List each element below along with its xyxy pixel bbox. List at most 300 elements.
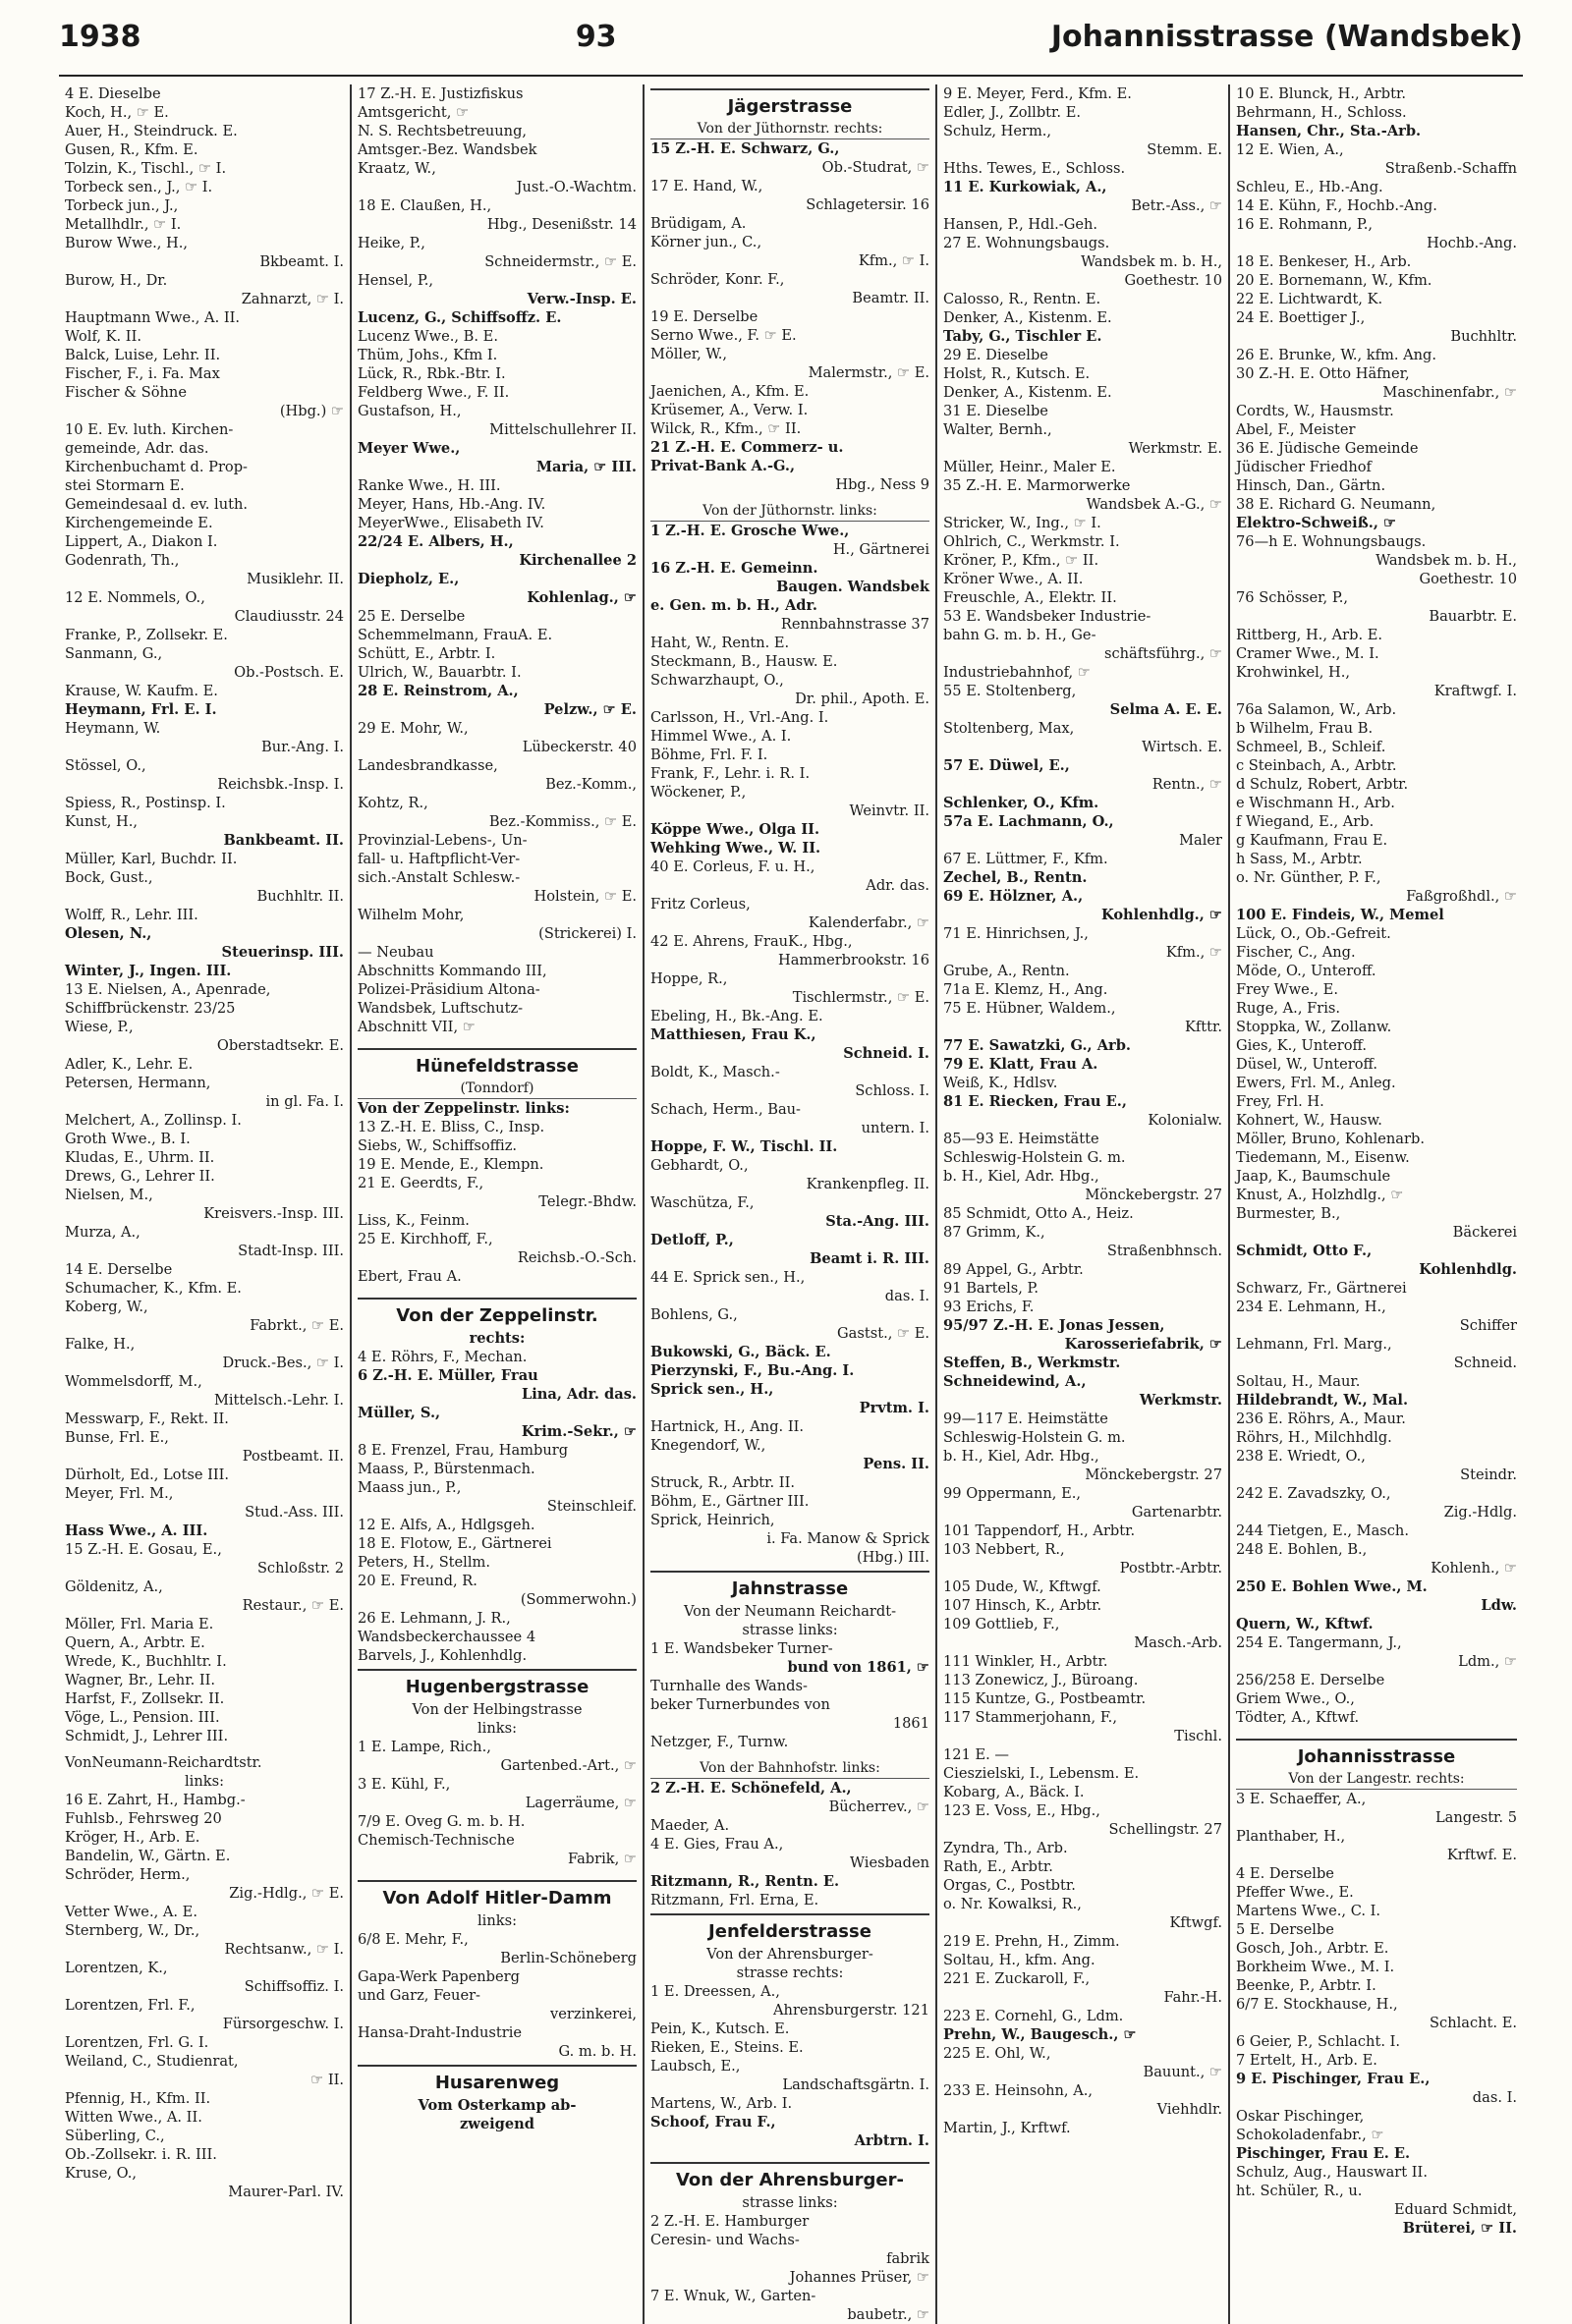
directory-entry: 236 E. Röhrs, A., Maur. xyxy=(1236,1411,1406,1427)
directory-entry: 7 E. Wnuk, W., Garten- xyxy=(650,2288,816,2304)
directory-entry: Kftwgf. xyxy=(1169,1914,1222,1931)
directory-entry: Maria, ☞ III. xyxy=(535,459,637,475)
directory-entry: o. Nr. Günther, P. F., xyxy=(1236,869,1381,886)
street-heading: Von der Zeppelinstr. xyxy=(358,1298,637,1329)
directory-entry: Maeder, A. xyxy=(650,1817,730,1834)
directory-entry: Heike, P., xyxy=(358,235,425,251)
directory-entry: Heymann, Frl. E. I. xyxy=(65,701,217,718)
directory-entry: 1 Z.-H. E. Grosche Wwe., xyxy=(650,523,850,539)
directory-entry: Ebert, Frau A. xyxy=(358,1268,462,1285)
directory-entry: Tolzin, K., Tischl., ☞ I. xyxy=(65,160,227,177)
directory-entry: 25 E. Derselbe xyxy=(358,608,466,625)
directory-entry: 93 Erichs, F. xyxy=(943,1299,1035,1315)
directory-entry: 31 E. Dieselbe xyxy=(943,403,1048,419)
directory-entry: Schiffer xyxy=(1459,1317,1517,1334)
directory-entry: 95/97 Z.-H. E. Jonas Jessen, xyxy=(943,1317,1165,1334)
directory-entry: 25 E. Kirchhoff, F., xyxy=(358,1231,493,1247)
directory-entry: Kraatz, W., xyxy=(358,160,436,177)
directory-entry: sich.-Anstalt Schlesw.- xyxy=(358,869,521,886)
directory-entry: Haht, W., Rentn. E. xyxy=(650,635,790,651)
directory-entry: Hauptmann Wwe., A. II. xyxy=(65,309,241,326)
directory-entry: Chemisch-Technische xyxy=(358,1832,515,1849)
directory-entry: 91 Bartels, P. xyxy=(943,1280,1039,1297)
directory-entry: Sprick sen., H., xyxy=(650,1381,774,1398)
directory-entry: 6/8 E. Mehr, F., xyxy=(358,1931,469,1948)
directory-entry: Wehking Wwe., W. II. xyxy=(650,840,821,857)
directory-entry: Hass Wwe., A. III. xyxy=(65,1522,208,1539)
directory-entry: 28 E. Reinstrom, A., xyxy=(358,683,519,699)
directory-entry: Eduard Schmidt, xyxy=(1394,2201,1517,2218)
directory-entry xyxy=(650,1751,929,1759)
directory-entry: 99—117 E. Heimstätte xyxy=(943,1411,1108,1427)
directory-entry: Maschinenfabr., ☞ xyxy=(1382,384,1517,401)
directory-entry: 254 E. Tangermann, J., xyxy=(1236,1634,1402,1651)
directory-entry: Kohlenlag., ☞ xyxy=(527,589,637,606)
directory-entry: in gl. Fa. I. xyxy=(265,1093,344,1110)
directory-entry xyxy=(358,1868,637,1876)
directory-entry: 223 E. Cornehl, G., Ldm. xyxy=(943,2008,1124,2024)
directory-entry: 22 E. Lichtwardt, K. xyxy=(1236,291,1383,307)
directory-entry: Frey, Frl. H. xyxy=(1236,1093,1324,1110)
directory-entry: Bauunt., ☞ xyxy=(1143,2064,1222,2080)
directory-entry: Zig.-Hdlg. xyxy=(1443,1504,1517,1521)
directory-entry: Witten Wwe., A. II. xyxy=(65,2109,202,2126)
directory-entry: Calosso, R., Rentn. E. xyxy=(943,291,1101,307)
directory-entry: Lorentzen, K., xyxy=(65,1960,168,1976)
directory-entry: Bäckerei xyxy=(1452,1224,1517,1241)
directory-entry: Krüsemer, A., Verw. I. xyxy=(650,402,809,418)
directory-entry: Sanmann, G., xyxy=(65,645,163,662)
directory-entry: 16 E. Rohmann, P., xyxy=(1236,216,1374,233)
directory-entry: Hartnick, H., Ang. II. xyxy=(650,1418,804,1435)
directory-entry: 11 E. Kurkowiak, A., xyxy=(943,179,1107,195)
directory-entry: Kohnert, W., Hausw. xyxy=(1236,1112,1382,1129)
directory-entry: Petersen, Hermann, xyxy=(65,1075,211,1091)
directory-entry: 57 E. Düwel, E., xyxy=(943,757,1070,774)
directory-entry: Müller, Heinr., Maler E. xyxy=(943,459,1116,475)
directory-entry: Ebeling, H., Bk.-Ang. E. xyxy=(650,1008,823,1024)
street-section-heading: Von der Jüthornstr. rechts: xyxy=(650,120,929,139)
directory-entry: 107 Hinsch, K., Arbtr. xyxy=(943,1597,1102,1614)
directory-entry: Pens. II. xyxy=(863,1456,929,1472)
directory-entry: Rath, E., Arbtr. xyxy=(943,1858,1053,1875)
directory-entry: links: xyxy=(477,1720,517,1737)
directory-entry: Tödter, A., Kftwf. xyxy=(1236,1709,1360,1726)
directory-entry: 111 Winkler, H., Arbtr. xyxy=(943,1653,1108,1670)
directory-entry: Bunse, Frl. E., xyxy=(65,1429,169,1446)
directory-entry: 248 E. Bohlen, B., xyxy=(1236,1541,1368,1558)
directory-entry: Stoltenberg, Max, xyxy=(943,720,1075,737)
directory-entry: 71a E. Klemz, H., Ang. xyxy=(943,981,1108,998)
directory-entry: Bkbeamt. I. xyxy=(259,253,344,270)
directory-entry: Faßgroßhdl., ☞ xyxy=(1406,888,1517,905)
directory-entry: Knust, A., Holzhdlg., ☞ xyxy=(1236,1187,1404,1203)
directory-entry: Bez.-Komm., xyxy=(545,776,637,793)
directory-entry: Hansen, P., Hdl.-Geh. xyxy=(943,216,1098,233)
directory-entry: Fabrik, ☞ xyxy=(567,1851,637,1867)
street-section-heading: (Tonndorf) xyxy=(358,1079,637,1099)
directory-entry: 81 E. Riecken, Frau E., xyxy=(943,1093,1127,1110)
directory-entry: Krim.-Sekr., ☞ xyxy=(521,1423,637,1440)
directory-entry: untern. I. xyxy=(861,1120,929,1136)
directory-entry: 77 E. Sawatzki, G., Arb. xyxy=(943,1037,1132,1054)
directory-entry: Hbg., Desenißstr. 14 xyxy=(486,216,637,233)
directory-entry: Schmeel, B., Schleif. xyxy=(1236,739,1386,755)
directory-entry: 22/24 E. Albers, H., xyxy=(358,533,514,550)
directory-entry: Fischer & Söhne xyxy=(65,384,187,401)
directory-entry: 27 E. Wohnungsbaugs. xyxy=(943,235,1110,251)
directory-entry: Vetter Wwe., A. E. xyxy=(65,1904,197,1920)
directory-entry: Maurer-Parl. IV. xyxy=(228,2184,344,2200)
directory-entry: Vom Osterkamp ab- xyxy=(418,2097,577,2114)
directory-entry: fabrik xyxy=(886,2250,929,2267)
directory-entry: Mönckebergstr. 27 xyxy=(1085,1466,1222,1483)
directory-entry: Franke, P., Zollsekr. E. xyxy=(65,627,228,643)
directory-entry: Soltau, H., kfm. Ang. xyxy=(943,1952,1095,1968)
directory-entry: Steinschleif. xyxy=(546,1498,637,1515)
directory-entry: Thüm, Johs., Kfm I. xyxy=(358,347,498,363)
directory-entry: Hbg., Ness 9 xyxy=(835,476,929,493)
directory-entry: 15 Z.-H. E. Schwarz, G., xyxy=(650,140,840,157)
directory-entry: Sternberg, W., Dr., xyxy=(65,1922,200,1939)
directory-entry: Steckmann, B., Hausw. E. xyxy=(650,653,838,670)
directory-entry: 26 E. Brunke, W., kfm. Ang. xyxy=(1236,347,1437,363)
directory-entry: Karosseriefabrik, ☞ xyxy=(1064,1336,1222,1353)
page-number: 93 xyxy=(575,20,617,54)
directory-entry: b. H., Kiel, Adr. Hbg., xyxy=(943,1168,1099,1185)
directory-entry: Buchhltr. II. xyxy=(256,888,344,905)
directory-entry: Johannes Prüser, ☞ xyxy=(789,2269,929,2286)
directory-entry: Jaap, K., Baumschule xyxy=(1236,1168,1391,1185)
directory-entry: Schleswig-Holstein G. m. xyxy=(943,1149,1126,1166)
directory-entry: Schokoladenfabr., ☞ xyxy=(1236,2127,1384,2143)
directory-entry: Kröger, H., Arb. E. xyxy=(65,1829,200,1846)
directory-entry: Langestr. 5 xyxy=(1434,1809,1517,1826)
directory-entry: Steffen, B., Werkmstr. xyxy=(943,1355,1121,1371)
directory-entry: Hansa-Draht-Industrie xyxy=(358,2024,523,2041)
directory-entry: Gastst., ☞ E. xyxy=(837,1325,929,1342)
directory-entry: Reichsb.-O.-Sch. xyxy=(517,1249,637,1266)
directory-entry: 53 E. Wandsbeker Industrie- xyxy=(943,608,1151,625)
directory-entry: i. Fa. Manow & Sprick xyxy=(766,1530,929,1547)
directory-entry: Bücherrev., ☞ xyxy=(828,1798,929,1815)
directory-entry: Lina, Adr. das. xyxy=(521,1386,637,1403)
directory-entry: 17 Z.-H. E. Justizfiskus xyxy=(358,85,524,102)
directory-entry: Krohwinkel, H., xyxy=(1236,664,1351,681)
directory-entry: Böhme, Frl. F. I. xyxy=(650,747,768,763)
directory-entry: Möller, W., xyxy=(650,346,728,362)
directory-entry: 26 E. Lehmann, J. R., xyxy=(358,1610,511,1627)
directory-entry: 44 E. Sprick sen., H., xyxy=(650,1269,806,1286)
directory-entry: bund von 1861, ☞ xyxy=(787,1659,929,1676)
directory-entry: Maler xyxy=(1179,832,1222,849)
directory-column-2 xyxy=(352,84,645,2324)
directory-entry: Detloff, P., xyxy=(650,1232,734,1248)
directory-entry: Stemm. E. xyxy=(1147,141,1222,158)
directory-entry: Jüdischer Friedhof xyxy=(1236,459,1372,475)
directory-entry: Ruge, A., Fris. xyxy=(1236,1000,1340,1017)
directory-entry: Struck, R., Arbtr. II. xyxy=(650,1474,795,1491)
directory-entry: Zechel, B., Rentn. xyxy=(943,869,1088,886)
directory-entry: Lagerräume, ☞ xyxy=(525,1795,637,1811)
directory-entry: 85 Schmidt, Otto A., Heiz. xyxy=(943,1205,1134,1222)
directory-entry: verzinkerei, xyxy=(549,2006,637,2022)
directory-entry: 6 Geier, P., Schlacht. I. xyxy=(1236,2033,1401,2050)
directory-entry: Pein, K., Kutsch. E. xyxy=(650,2020,790,2037)
directory-entry: Planthaber, H., xyxy=(1236,1828,1346,1845)
directory-entry: 12 E. Nommels, O., xyxy=(65,589,205,606)
directory-entry: Fahr.-H. xyxy=(1163,1989,1222,2006)
directory-entry: 29 E. Mohr, W., xyxy=(358,720,469,737)
directory-entry: Kfm., ☞ I. xyxy=(858,252,929,269)
directory-entry: Ob.-Studrat, ☞ xyxy=(821,159,929,176)
street-section-heading: Von der Bahnhofstr. links: xyxy=(650,1759,929,1779)
directory-entry: Rieken, E., Steins. E. xyxy=(650,2039,804,2056)
directory-entry: Behrmann, H., Schloss. xyxy=(1236,104,1407,121)
directory-entry: 2 Z.-H. E. Hamburger xyxy=(650,2213,810,2230)
directory-entry: Viehhdlr. xyxy=(1156,2101,1222,2118)
directory-entry: Zyndra, Th., Arb. xyxy=(943,1840,1068,1856)
directory-entry: Ceresin- und Wachs- xyxy=(650,2232,800,2248)
directory-entry: Lehmann, Frl. Marg., xyxy=(1236,1336,1392,1353)
directory-entry: Hths. Tewes, E., Schloss. xyxy=(943,160,1126,177)
directory-entry: Weiß, K., Hdlsv. xyxy=(943,1075,1058,1091)
directory-entry: Wommelsdorff, M., xyxy=(65,1373,202,1390)
directory-entry: Von der Neumann Reichardt- xyxy=(683,1603,897,1620)
directory-entry: Grube, A., Rentn. xyxy=(943,963,1070,979)
directory-entry: Carlsson, H., Vrl.-Ang. I. xyxy=(650,709,829,726)
directory-entry: Schwarzhaupt, O., xyxy=(650,672,784,689)
directory-entry: 101 Tappendorf, H., Arbtr. xyxy=(943,1522,1136,1539)
directory-entry: — Neubau xyxy=(358,944,434,961)
directory-entry: 234 E. Lehmann, H., xyxy=(1236,1299,1386,1315)
directory-entry: Zig.-Hdlg., ☞ E. xyxy=(229,1885,344,1902)
directory-entry: Schlagetersir. 16 xyxy=(806,196,929,213)
directory-entry: 14 E. Kühn, F., Hochb.-Ang. xyxy=(1236,197,1437,214)
directory-entry: (Sommerwohn.) xyxy=(520,1591,637,1608)
directory-entry: Tiedemann, M., Eisenw. xyxy=(1236,1149,1410,1166)
directory-entry: Möller, Bruno, Kohlenarb. xyxy=(1236,1131,1425,1147)
directory-entry: Kohtz, R., xyxy=(358,795,428,811)
directory-entry: Soltau, H., Maur. xyxy=(1236,1373,1361,1390)
directory-columns xyxy=(59,84,1523,2323)
directory-entry: Hildebrandt, W., Mal. xyxy=(1236,1392,1409,1409)
directory-entry: Bock, Gust., xyxy=(65,869,153,886)
directory-entry: Metallhdlr., ☞ I. xyxy=(65,216,182,233)
directory-entry: Maass jun., P., xyxy=(358,1479,462,1496)
directory-entry: Wolf, K. II. xyxy=(65,328,141,345)
directory-entry: Jaenichen, A., Kfm. E. xyxy=(650,383,810,400)
directory-entry: Netzger, F., Turnw. xyxy=(650,1734,789,1750)
directory-entry: Wirtsch. E. xyxy=(1142,739,1222,755)
directory-entry: 1861 xyxy=(892,1715,929,1732)
directory-entry: Industriebahnhof, ☞ xyxy=(943,664,1091,681)
directory-entry: Burow, H., Dr. xyxy=(65,272,168,289)
directory-entry: 7/9 E. Oveg G. m. b. H. xyxy=(358,1813,526,1830)
directory-entry: Sta.-Ang. III. xyxy=(825,1213,929,1230)
directory-entry: 89 Appel, G., Arbtr. xyxy=(943,1261,1084,1278)
directory-entry: Kirchenallee 2 xyxy=(519,552,637,569)
directory-entry: Murza, A., xyxy=(65,1224,140,1241)
directory-entry: Arbtrn. I. xyxy=(854,2132,929,2149)
directory-entry: Ldw. xyxy=(1481,1597,1517,1614)
directory-entry: Martens, W., Arb. I. xyxy=(650,2095,793,2112)
directory-entry: 4 E. Dieselbe xyxy=(65,85,161,102)
directory-entry: 233 E. Heinsohn, A., xyxy=(943,2082,1094,2099)
street-section-heading: Von der Langestr. rechts: xyxy=(1236,1770,1517,1790)
directory-entry: Torbeck sen., J., ☞ I. xyxy=(65,179,213,195)
directory-entry: Rentn., ☞ xyxy=(1151,776,1222,793)
directory-entry: o. Nr. Kowalksi, R., xyxy=(943,1896,1082,1912)
directory-entry: Holstein, ☞ E. xyxy=(533,888,637,905)
directory-entry: Wagner, Br., Lehr. II. xyxy=(65,1672,216,1688)
directory-entry: Messwarp, F., Rekt. II. xyxy=(65,1411,229,1427)
directory-entry: Landschaftsgärtn. I. xyxy=(782,2076,929,2093)
directory-entry: strasse links: xyxy=(742,1622,838,1638)
directory-entry: Rennbahnstrasse 37 xyxy=(780,616,929,633)
directory-entry: Schiffbrückenstr. 23/25 xyxy=(65,1000,236,1017)
directory-entry: e Wischmann H., Arb. xyxy=(1236,795,1395,811)
directory-column-4 xyxy=(937,84,1230,2324)
street-heading: Hugenbergstrasse xyxy=(358,1669,637,1700)
directory-entry: 4 E. Derselbe xyxy=(1236,1865,1334,1882)
directory-entry: Schütt, E., Arbtr. I. xyxy=(358,645,496,662)
directory-entry: Göldenitz, A., xyxy=(65,1578,163,1595)
directory-entry: 17 E. Hand, W., xyxy=(650,178,763,194)
directory-entry: 113 Zonewicz, J., Büroang. xyxy=(943,1672,1139,1688)
directory-entry: 12 E. Wien, A., xyxy=(1236,141,1344,158)
directory-entry: Mittelsch.-Lehr. I. xyxy=(213,1392,344,1409)
directory-entry: 6/7 E. Stockhause, H., xyxy=(1236,1996,1398,2013)
directory-entry: Hoppe, R., xyxy=(650,970,728,987)
directory-entry: Landesbrandkasse, xyxy=(358,757,498,774)
directory-entry: Wilhelm Mohr, xyxy=(358,907,465,923)
directory-entry: stei Stormarn E. xyxy=(65,477,185,494)
directory-entry: Kruse, O., xyxy=(65,2165,138,2182)
directory-entry: Bukowski, G., Bäck. E. xyxy=(650,1344,831,1360)
directory-entry: Berlin-Schöneberg xyxy=(500,1950,637,1966)
directory-entry: Kohlenhdlg. xyxy=(1419,1261,1517,1278)
directory-entry: Kunst, H., xyxy=(65,813,139,830)
directory-entry: 105 Dude, W., Kftwgf. xyxy=(943,1578,1101,1595)
directory-entry: fall- u. Haftpflicht-Ver- xyxy=(358,851,521,867)
directory-entry: Von der Zeppelinstr. links: xyxy=(358,1100,570,1117)
directory-entry: beker Turnerbundes von xyxy=(650,1696,830,1713)
directory-entry: Musiklehr. II. xyxy=(247,571,344,587)
directory-entry: Edler, J., Zollbtr. E. xyxy=(943,104,1081,121)
directory-entry: Oberstadtsekr. E. xyxy=(216,1037,344,1054)
directory-entry: Olesen, N., xyxy=(65,925,152,942)
directory-entry: Gemeindesaal d. ev. luth. xyxy=(65,496,249,513)
directory-entry xyxy=(650,2150,929,2158)
directory-entry: Bankbeamt. II. xyxy=(223,832,344,849)
directory-entry: links: xyxy=(185,1773,224,1790)
directory-page xyxy=(59,20,1523,2323)
directory-entry: Walter, Bernh., xyxy=(943,421,1052,438)
directory-entry: Von der Ahrensburger- xyxy=(706,1946,873,1963)
directory-entry: Frey Wwe., E. xyxy=(1236,981,1338,998)
directory-entry: f Wiegand, E., Arb. xyxy=(1236,813,1375,830)
directory-entry: Wandsbek, Luftschutz- xyxy=(358,1000,524,1017)
directory-entry: Maass, P., Bürstenmach. xyxy=(358,1461,535,1477)
directory-entry: Restaur., ☞ E. xyxy=(242,1597,344,1614)
directory-column-1 xyxy=(59,84,352,2324)
directory-entry: 67 E. Lüttmer, F., Kfm. xyxy=(943,851,1108,867)
directory-entry: Wöckener, P., xyxy=(650,784,747,801)
directory-entry: Goethestr. 10 xyxy=(1419,571,1517,587)
directory-entry: 250 E. Bohlen Wwe., M. xyxy=(1236,1578,1428,1595)
directory-entry: Möde, O., Unteroff. xyxy=(1236,963,1376,979)
directory-entry: Meyer Wwe., xyxy=(358,440,461,457)
directory-entry: Bez.-Kommiss., ☞ E. xyxy=(488,813,637,830)
directory-entry: Schröder, Herm., xyxy=(65,1866,191,1883)
directory-entry: Masch.-Arb. xyxy=(1134,1634,1222,1651)
directory-entry: 24 E. Boettiger J., xyxy=(1236,309,1366,326)
directory-entry: 42 E. Ahrens, FrauK., Hbg., xyxy=(650,933,853,950)
directory-entry: Schneidermstr., ☞ E. xyxy=(484,253,637,270)
directory-entry: Barvels, J., Kohlenhdlg. xyxy=(358,1647,528,1664)
directory-entry: Gustafson, H., xyxy=(358,403,462,419)
directory-entry: Claudiusstr. 24 xyxy=(234,608,344,625)
directory-entry: 19 E. Derselbe xyxy=(650,308,758,325)
directory-entry: Krause, W. Kaufm. E. xyxy=(65,683,218,699)
directory-entry: Gusen, R., Kfm. E. xyxy=(65,141,198,158)
directory-entry: Holst, R., Kutsch. E. xyxy=(943,365,1091,382)
directory-entry: Schulz, Aug., Hauswart II. xyxy=(1236,2164,1428,2181)
directory-entry: 79 E. Klatt, Frau A. xyxy=(943,1056,1098,1073)
directory-entry: Gapa-Werk Papenberg xyxy=(358,1968,520,1985)
directory-entry: Abel, F., Meister xyxy=(1236,421,1356,438)
directory-entry: Prvtm. I. xyxy=(859,1400,929,1416)
directory-entry: Wandsbek m. b. H., xyxy=(1081,253,1222,270)
directory-entry: g Kaufmann, Frau E. xyxy=(1236,832,1388,849)
directory-entry: Lübeckerstr. 40 xyxy=(522,739,637,755)
directory-entry: 3 E. Schaeffer, A., xyxy=(1236,1791,1367,1807)
directory-entry: 29 E. Dieselbe xyxy=(943,347,1048,363)
directory-entry: Winter, J., Ingen. III. xyxy=(65,963,232,979)
directory-entry: G. m. b. H. xyxy=(558,2043,637,2060)
directory-entry: Orgas, C., Postbtr. xyxy=(943,1877,1076,1894)
directory-entry: Möller, Frl. Maria E. xyxy=(65,1616,214,1632)
directory-entry: 225 E. Ohl, W., xyxy=(943,2045,1051,2062)
directory-entry: 10 E. Ev. luth. Kirchen- xyxy=(65,421,234,438)
directory-entry: Süberling, C., xyxy=(65,2128,165,2144)
directory-entry: Bauarbtr. E. xyxy=(1429,608,1517,625)
directory-entry: Weinvtr. II. xyxy=(849,802,929,819)
directory-entry: 36 E. Jüdische Gemeinde xyxy=(1236,440,1419,457)
directory-entry: 9 E. Pischinger, Frau E., xyxy=(1236,2071,1431,2087)
directory-entry: 57a E. Lachmann, O., xyxy=(943,813,1114,830)
directory-entry: MeyerWwe., Elisabeth IV. xyxy=(358,515,544,531)
directory-entry: Groth Wwe., B. I. xyxy=(65,1131,191,1147)
directory-entry: 76a Salamon, W., Arb. xyxy=(1236,701,1397,718)
directory-entry: Mönckebergstr. 27 xyxy=(1085,1187,1222,1203)
directory-entry: Wandsbeckerchaussee 4 xyxy=(358,1629,536,1645)
directory-entry: 242 E. Zavadszky, O., xyxy=(1236,1485,1391,1502)
directory-entry: Ahrensburgerstr. 121 xyxy=(773,2002,929,2019)
directory-entry: Koberg, W., xyxy=(65,1299,148,1315)
directory-entry: Baugen. Wandsbek xyxy=(776,579,929,595)
directory-entry: Wiesbaden xyxy=(850,1854,929,1871)
directory-entry: 38 E. Richard G. Neumann, xyxy=(1236,496,1436,513)
directory-entry: 40 E. Corleus, F. u. H., xyxy=(650,858,815,875)
directory-entry: Wiese, P., xyxy=(65,1019,134,1035)
directory-entry: schäftsführg., ☞ xyxy=(1103,645,1222,662)
street-heading: Hünefeldstrasse xyxy=(358,1048,637,1079)
directory-entry: Weiland, C., Studienrat, xyxy=(65,2053,239,2070)
directory-entry: 103 Nebbert, R., xyxy=(943,1541,1065,1558)
directory-entry: Torbeck jun., J., xyxy=(65,197,179,214)
